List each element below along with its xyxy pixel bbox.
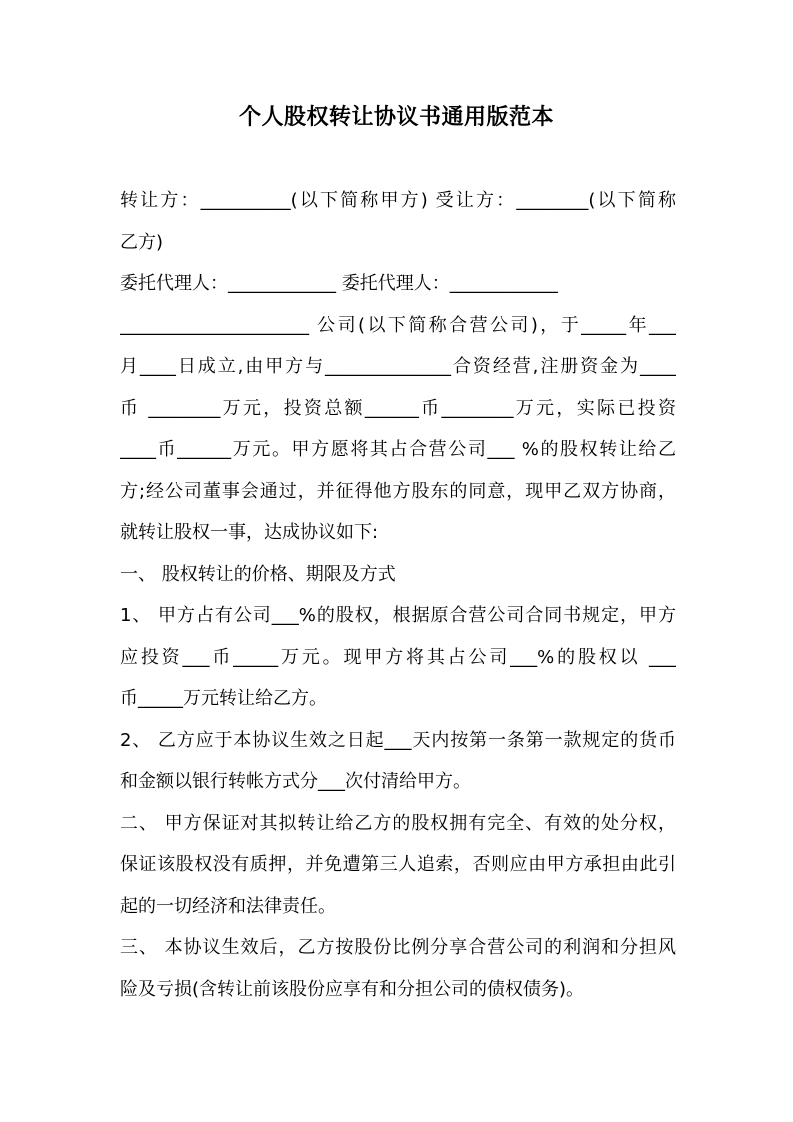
text-line: 起的一切经济和法律责任。 — [120, 895, 336, 917]
text-line: 币_____万元转让给乙方。 — [120, 688, 327, 709]
text-line: 委托代理人：____________ 委托代理人：____________ — [120, 273, 558, 294]
text-line: 1、 甲方占有公司___%的股权，根据原合营公司合同书规定，甲方 — [120, 605, 676, 626]
text-line: 保证该股权没有质押，并免遭第三人追索，否则应由甲方承担由此引 — [120, 854, 676, 875]
text-line: 币 ________万元，投资总额______币________万元，实际已投资 — [120, 397, 676, 419]
text-line: 和金额以银行转帐方式分___次付清给甲方。 — [120, 771, 471, 792]
document-title: 个人股权转让协议书通用版范本 — [238, 105, 554, 130]
text-line: 2、 乙方应于本协议生效之日起___天内按第一条第一款规定的货币 — [120, 729, 676, 751]
document-body — [120, 180, 676, 1010]
text-line: 转让方：__________(以下简称甲方) 受让方：________(以下简称 — [120, 190, 676, 211]
text-line: 二、 甲方保证对其拟转让给乙方的股权拥有完全、有效的处分权， — [120, 812, 676, 834]
text-line: 应投资___币_____万元。现甲方将其占公司___%的股权以 ___ — [120, 646, 676, 668]
text-line: 一、 股权转让的价格、期限及方式 — [120, 563, 396, 585]
text-line: 月____日成立,由甲方与______________合资经营,注册资金为____ — [120, 356, 676, 377]
text-line: 方;经公司董事会通过，并征得他方股东的同意，现甲乙双方协商， — [120, 480, 676, 502]
text-line: 三、 本协议生效后，乙方按股份比例分享合营公司的利润和分担风 — [120, 937, 676, 958]
text-line: 乙方) — [120, 231, 164, 253]
text-line: 就转让股权一事，达成协议如下: — [120, 522, 379, 543]
text-line: ____币______万元。甲方愿将其占合营公司___ %的股权转让给乙 — [120, 439, 676, 460]
text-line: 险及亏损(含转让前该股份应享有和分担公司的债权债务)。 — [120, 978, 585, 1000]
text-line: _____________________ 公司(以下简称合营公司)，于_____年___ — [120, 314, 676, 336]
